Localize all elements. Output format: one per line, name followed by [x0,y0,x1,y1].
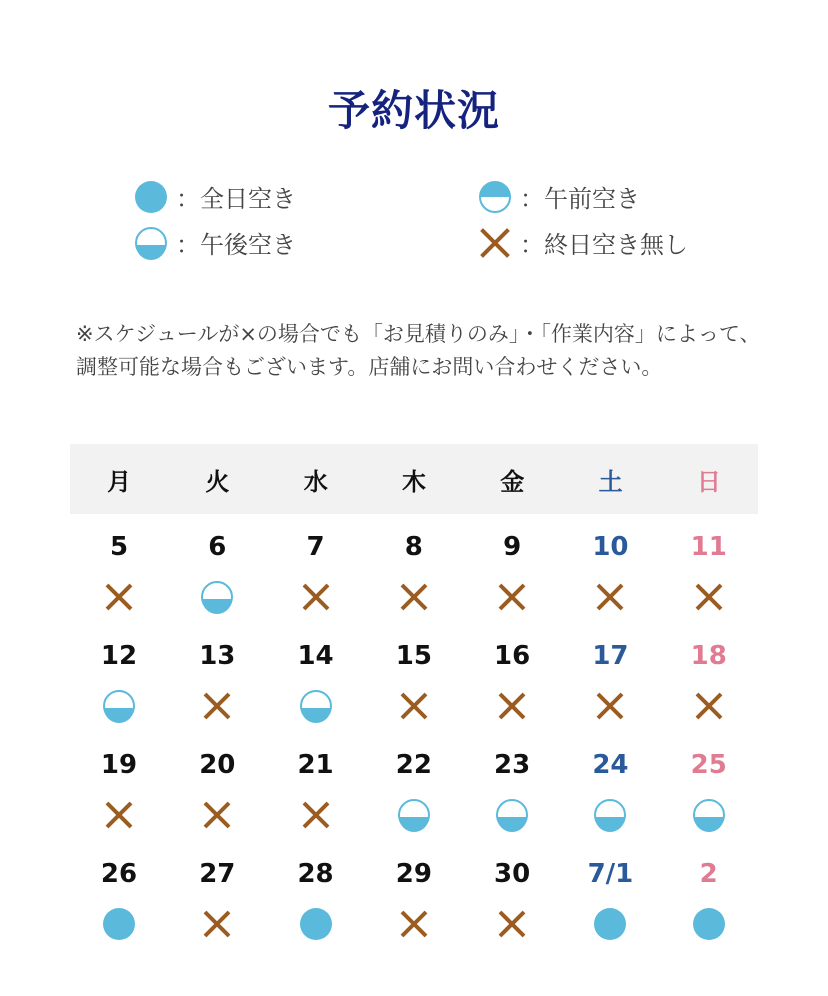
calendar-day [660,841,758,950]
cross-icon [102,580,136,614]
day-number: 14 [297,641,334,671]
day-number: 7 [306,532,325,562]
full-circle-icon [134,180,168,214]
calendar-day [561,514,659,623]
legend-full [134,179,296,214]
weekday-sat: 土 [598,467,623,496]
calendar-week [70,841,758,950]
calendar-day [463,732,561,841]
day-number: 29 [395,859,432,889]
weekday-thu: 木 [401,467,426,496]
legend-am-label: ：午前空き [520,185,640,213]
calendar-day [463,623,561,732]
calendar-day [168,623,266,732]
weekday-sun: 日 [696,467,721,496]
full-circle-icon [692,907,726,941]
cross-icon [299,580,333,614]
calendar-week [70,623,758,732]
day-number: 9 [503,532,522,562]
legend-am [478,179,640,214]
cross-icon [495,689,529,723]
calendar-day [365,732,463,841]
calendar-day [267,732,365,841]
calendar-day [70,841,168,950]
cross-icon [397,907,431,941]
calendar [70,444,758,950]
page-title: 予約状況 [327,86,500,135]
calendar-day [561,841,659,950]
calendar-day [561,623,659,732]
calendar-week [70,514,758,623]
day-number: 26 [100,859,138,889]
calendar-day [168,732,266,841]
day-number: 7/1 [587,859,634,889]
full-circle-icon [299,907,333,941]
calendar-day [561,732,659,841]
cross-icon [593,689,627,723]
calendar-day [660,732,758,841]
half-circle-icon [102,689,136,723]
day-number: 28 [297,859,334,889]
calendar-day [267,514,365,623]
day-number: 8 [404,532,423,562]
cross-icon [692,580,726,614]
cross-icon [200,907,234,941]
cross-icon [102,798,136,832]
day-number: 12 [100,641,138,671]
calendar-day [365,514,463,623]
day-number: 17 [592,641,629,671]
day-number: 30 [494,859,531,889]
weekday-wed: 水 [303,467,328,496]
weekday-fri: 金 [500,467,525,496]
half-circle-icon [299,689,333,723]
calendar-day [168,841,266,950]
day-number: 21 [297,750,334,780]
calendar-day [70,732,168,841]
full-circle-icon [593,907,627,941]
half-circle-top-empty-icon [478,180,512,214]
half-circle-icon [495,798,529,832]
legend-full-label: ：全日空き [176,185,296,213]
cross-icon [200,798,234,832]
cross-icon [200,689,234,723]
calendar-day [365,623,463,732]
day-number: 19 [100,750,138,780]
legend-pm-label: ：午後空き [176,231,296,259]
calendar-header [70,444,758,514]
cross-icon [397,580,431,614]
calendar-day [70,514,168,623]
day-number: 18 [690,641,727,671]
cross-icon [692,689,726,723]
weekday-mon: 月 [107,467,132,496]
day-number: 10 [592,532,629,562]
calendar-day [660,623,758,732]
cross-icon [397,689,431,723]
full-circle-icon [102,907,136,941]
cross-icon [495,907,529,941]
legend-none-label: ：終日空き無し [520,231,688,259]
day-number: 5 [109,532,129,562]
day-number: 23 [494,750,531,780]
legend-pm [134,225,296,260]
half-circle-icon [593,798,627,832]
day-number: 22 [395,750,432,780]
calendar-day [463,514,561,623]
calendar-day [70,623,168,732]
legend-none [478,225,688,260]
calendar-day [463,841,561,950]
day-number: 11 [690,532,727,562]
day-number: 24 [592,750,629,780]
half-circle-icon [200,580,234,614]
cross-icon [495,580,529,614]
day-number: 6 [208,532,227,562]
day-number: 16 [494,641,531,671]
day-number: 27 [199,859,236,889]
day-number: 25 [690,750,727,780]
half-circle-icon [397,798,431,832]
calendar-body [70,514,758,950]
day-number: 15 [395,641,432,671]
calendar-day [660,514,758,623]
half-circle-icon [692,798,726,832]
day-number: 13 [199,641,236,671]
cross-icon [478,226,512,260]
calendar-day [168,514,266,623]
schedule-note: ※スケジュールが×の場合でも「お見積りのみ」・「作業内容」によって、調整可能な場合もございます。店舗にお問い合わせください。 [76,322,761,379]
weekday-tue: 火 [205,467,230,496]
day-number: 20 [199,750,236,780]
calendar-week [70,732,758,841]
calendar-day [267,623,365,732]
day-number: 2 [699,859,718,889]
calendar-day [365,841,463,950]
cross-icon [593,580,627,614]
calendar-day [267,841,365,950]
cross-icon [299,798,333,832]
half-circle-icon [134,226,168,260]
